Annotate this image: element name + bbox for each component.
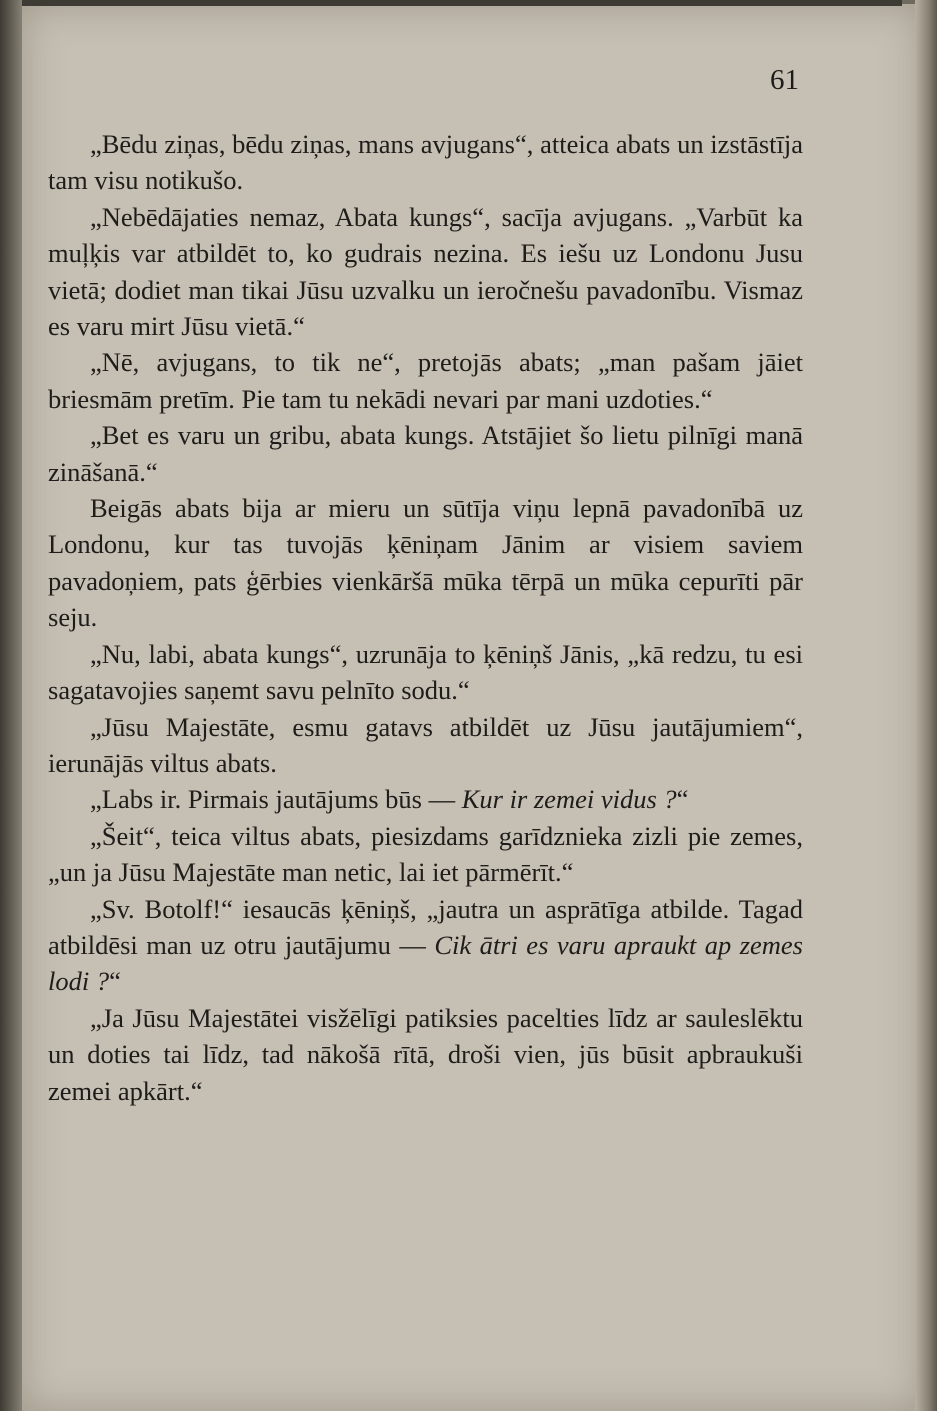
page-number: 61 [770,64,799,96]
paragraph-8-italic: Kur ir zemei vidus ? [461,784,677,815]
paragraph-10-end: “ [109,966,121,997]
paragraph-5: Beigās abats bija ar mieru un sūtīja viņu lepnā pavadonībā uz Londonu, kur tas tuvojās ķēniņam Jānim ar visiem saviem pavadoņiem, pats ģērbies vienkāršā mūka tērpā un mūka cepurīti pār seju. [48,493,803,633]
body-text [48,126,803,1109]
paragraph-11: „Ja Jūsu Majestātei visžēlīgi patiksies pacelties līdz ar sauleslēktu un doties tai līdz, tad nākošā rītā, droši vien, jūs būsit apbraukuši zemei apkārt.“ [48,1002,803,1106]
paragraph-10-italic: Cik ātri es varu apraukt ap zemes lodi ? [48,929,803,997]
paragraph-7: „Jūsu Majestāte, esmu gatavs atbildēt uz Jūsu jautājumiem“, ierunājās viltus abats. [48,711,803,778]
paragraph-8-text: „Labs ir. Pirmais jautājums būs — [90,784,462,815]
paragraph-1: „Bēdu ziņas, bēdu ziņas, mans avjugans“, atteica abats un izstāstīja tam visu notikušo. [48,129,803,196]
paragraph-10-text: „Sv. Botolf!“ iesaucās ķēniņš, „jautra un asprātīga atbilde. Tagad atbildēsi man uz otru jautājumu — [48,893,803,960]
page-top-edge [22,0,902,6]
paragraph-2: „Nebēdājaties nemaz, Abata kungs“, sacīja avjugans. „Varbūt ka muļķis var atbildēt to, ko gudrais nezina. Es iešu uz Londonu Jusu vietā; dodiet man tikai Jūsu uzvalku un ieročnešu pavadonību. Vismaz es varu mirt Jūsu vietā.“ [48,201,803,342]
book-gutter [0,0,24,1411]
paragraph-10 [48,891,803,1000]
paragraph-8 [48,781,803,817]
page-stack-edge [915,0,937,1411]
paragraph-4: „Bet es varu un gribu, abata kungs. Atstājiet šo lietu pilnīgi manā zināšanā.“ [48,420,803,487]
paragraph-9: „Šeit“, teica viltus abats, piesizdams garīdznieka zizli pie zemes, „un ja Jūsu Majestāte man netic, lai iet pārmērīt.“ [48,820,803,888]
paragraph-6: „Nu, labi, abata kungs“, uzrunāja to ķēniņš Jānis, „kā redzu, tu esi sagatavojies saņemt savu pelnīto sodu.“ [48,638,803,706]
paragraph-8-end: “ [676,784,689,815]
paragraph-3: „Nē, avjugans, to tik ne“, pretojās abats; „man pašam jāiet briesmām pretīm. Pie tam tu nekādi nevari par mani uzdoties.“ [48,347,803,414]
